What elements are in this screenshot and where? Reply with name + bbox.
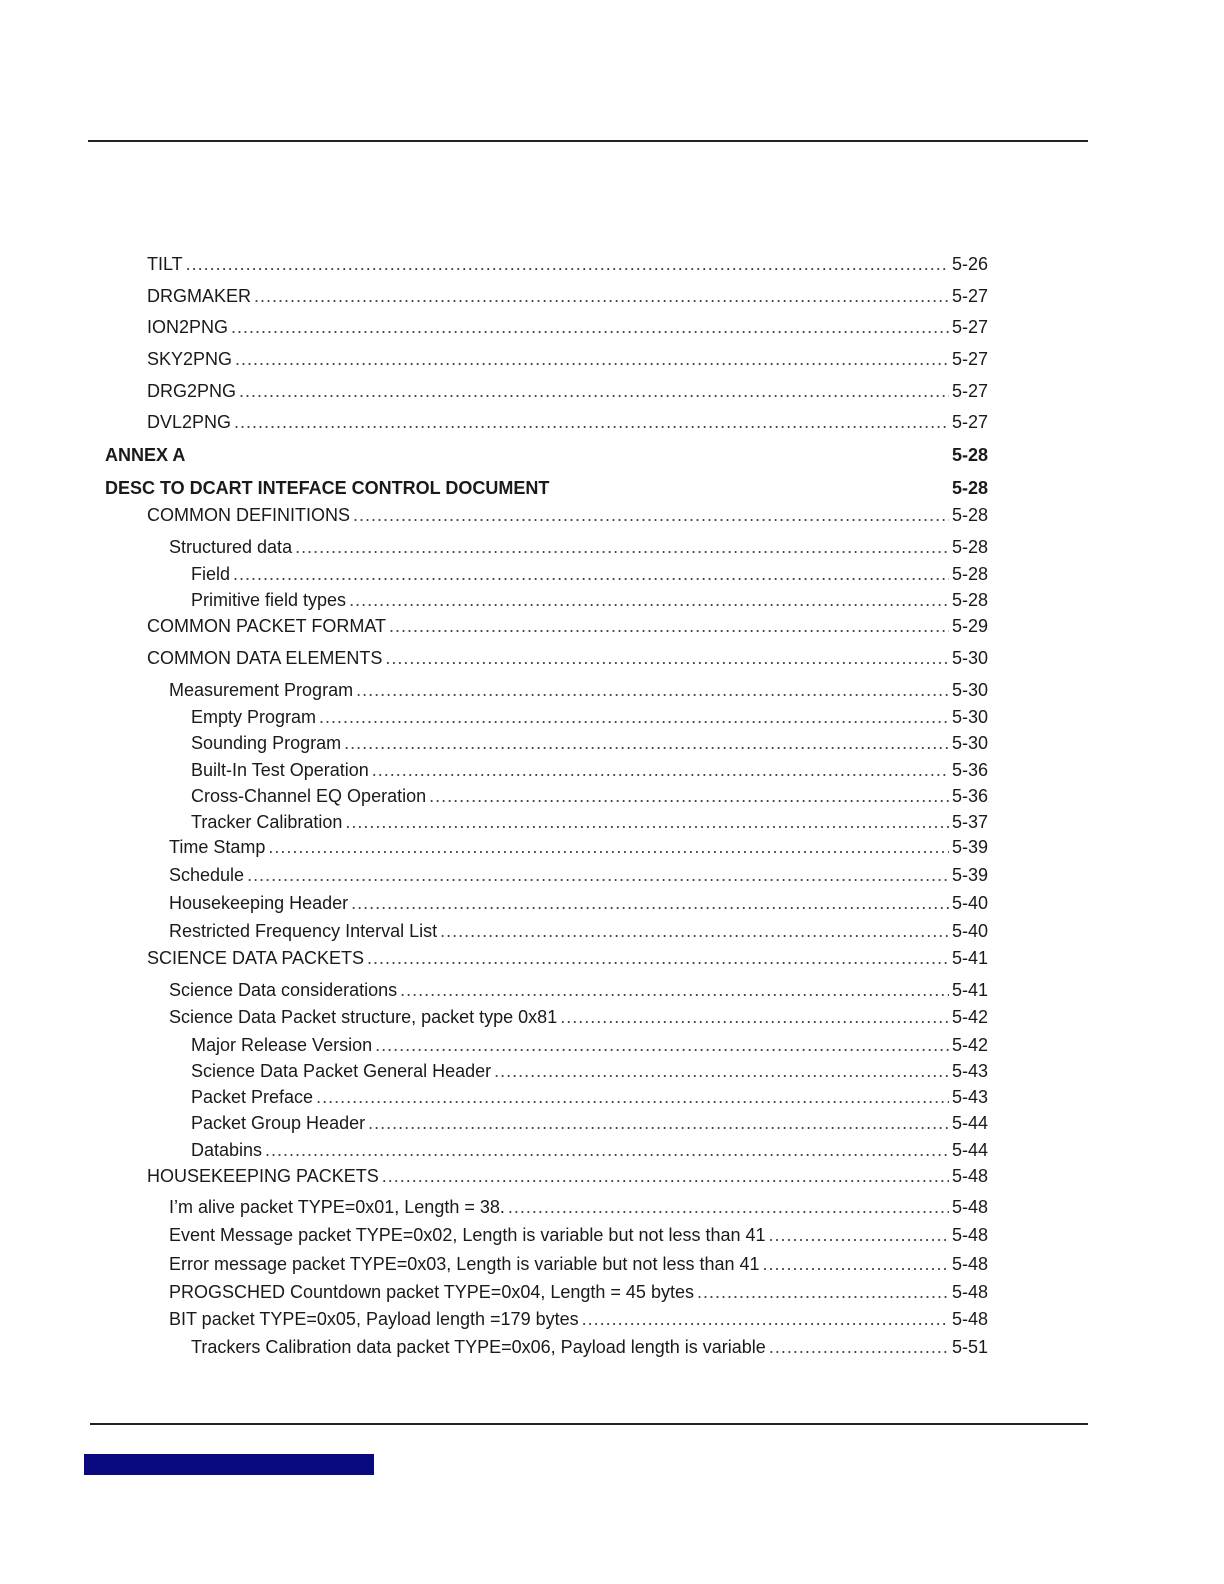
dot-leader <box>382 1165 949 1187</box>
dot-leader <box>508 1196 949 1218</box>
toc-entry-title: Error message packet TYPE=0x03, Length is variable but not less than 41 <box>169 1254 760 1274</box>
toc-entry-empty-program[interactable] <box>191 706 988 728</box>
dot-leader <box>372 759 949 781</box>
dot-leader <box>345 811 949 833</box>
toc-entry-science-data-packet-structure[interactable] <box>169 1006 988 1028</box>
toc-entry-title: Major Release Version <box>191 1035 373 1055</box>
toc-entry-page: 5-48 <box>951 1166 988 1186</box>
toc-entry-page: 5-42 <box>951 1035 988 1055</box>
dot-leader <box>186 253 949 275</box>
toc-entry-title: Time Stamp <box>169 837 266 857</box>
toc-entry-title: DRGMAKER <box>147 286 252 306</box>
toc-entry-measurement-program[interactable] <box>169 679 988 701</box>
dot-leader <box>265 1139 949 1161</box>
toc-entry-page: 5-29 <box>951 616 988 636</box>
toc-entry-annex-a[interactable] <box>105 444 988 466</box>
toc-entry-progsched-countdown-packet[interactable] <box>169 1281 988 1303</box>
dot-leader <box>247 864 949 886</box>
toc-entry-major-release-version[interactable] <box>191 1034 988 1056</box>
toc-entry-title: PROGSCHED Countdown packet TYPE=0x04, Length = 45 bytes <box>169 1282 694 1302</box>
toc-entry-dvl2png[interactable] <box>147 411 988 433</box>
dot-leader <box>268 836 949 858</box>
toc-entry-page: 5-28 <box>951 537 988 557</box>
toc-entry-page: 5-48 <box>951 1225 988 1245</box>
toc-entry-common-data-elements[interactable] <box>147 647 988 669</box>
dot-leader <box>429 785 949 807</box>
toc-entry-science-data-packets[interactable] <box>147 947 988 969</box>
toc-entry-title: COMMON DEFINITIONS <box>147 505 350 525</box>
toc-entry-common-packet-format[interactable] <box>147 615 988 637</box>
toc-entry-page: 5-48 <box>951 1254 988 1274</box>
dot-leader <box>231 316 949 338</box>
toc-entry-page: 5-48 <box>951 1282 988 1302</box>
dot-leader <box>351 892 949 914</box>
toc-entry-page: 5-30 <box>951 648 988 668</box>
toc-entry-title: TILT <box>147 254 183 274</box>
dot-leader <box>763 1253 949 1275</box>
toc-entry-title: Housekeeping Header <box>169 893 349 913</box>
toc-entry-page: 5-28 <box>951 445 988 465</box>
toc-entry-title: Structured data <box>169 537 293 557</box>
toc-entry-title: Event Message packet TYPE=0x02, Length is variable but not less than 41 <box>169 1225 766 1245</box>
toc-entry-time-stamp[interactable] <box>169 836 988 858</box>
toc-entry-page: 5-48 <box>951 1197 988 1217</box>
toc-entry-packet-preface[interactable] <box>191 1086 988 1108</box>
toc-entry-page: 5-27 <box>951 286 988 306</box>
dot-leader <box>582 1308 949 1330</box>
toc-entry-title: Trackers Calibration data packet TYPE=0x06, Payload length is variable <box>191 1337 766 1357</box>
toc-entry-page: 5-43 <box>951 1061 988 1081</box>
toc-entry-title: COMMON PACKET FORMAT <box>147 616 387 636</box>
toc-entry-title: Schedule <box>169 865 245 885</box>
toc-entry-title: Tracker Calibration <box>191 812 343 832</box>
toc-entry-page: 5-30 <box>951 707 988 727</box>
toc-entry-title: Databins <box>191 1140 263 1160</box>
toc-entry-bit-packet[interactable] <box>169 1308 988 1330</box>
toc-entry-tilt[interactable] <box>147 253 988 275</box>
toc-entry-built-in-test-operation[interactable] <box>191 759 988 781</box>
dot-leader <box>385 647 949 669</box>
toc-entry-page: 5-27 <box>951 381 988 401</box>
toc-entry-title: BIT packet TYPE=0x05, Payload length =179 bytes <box>169 1309 579 1329</box>
dot-leader <box>235 348 949 370</box>
dot-leader <box>349 589 949 611</box>
toc-entry-title: COMMON DATA ELEMENTS <box>147 648 383 668</box>
toc-entry-title: Packet Group Header <box>191 1113 366 1133</box>
toc-entry-schedule[interactable] <box>169 864 988 886</box>
dot-leader <box>400 979 949 1001</box>
dot-leader <box>356 679 949 701</box>
dot-leader <box>769 1224 949 1246</box>
dot-leader <box>697 1281 949 1303</box>
toc-entry-structured-data[interactable] <box>169 536 988 558</box>
toc-entry-trackers-calibration-data-packet[interactable] <box>191 1336 988 1358</box>
toc-entry-page: 5-48 <box>951 1309 988 1329</box>
toc-entry-page: 5-26 <box>951 254 988 274</box>
toc-entry-page: 5-28 <box>951 590 988 610</box>
toc-entry-desc-to-dcart-icd[interactable] <box>105 477 988 499</box>
toc-entry-page: 5-36 <box>951 760 988 780</box>
toc-entry-title: Restricted Frequency Interval List <box>169 921 438 941</box>
toc-entry-event-message-packet[interactable] <box>169 1224 988 1246</box>
toc-entry-ion2png[interactable] <box>147 316 988 338</box>
toc-entry-databins[interactable] <box>191 1139 988 1161</box>
toc-entry-page: 5-28 <box>951 478 988 498</box>
toc-entry-page: 5-27 <box>951 349 988 369</box>
toc-entry-title: Packet Preface <box>191 1087 314 1107</box>
toc-entry-packet-group-header[interactable] <box>191 1112 988 1134</box>
toc-entry-page: 5-51 <box>951 1337 988 1357</box>
toc-entry-title: Field <box>191 564 231 584</box>
dot-leader <box>560 1006 949 1028</box>
footer-rule <box>90 1423 1088 1425</box>
dot-leader <box>254 285 949 307</box>
toc-entry-science-data-considerations[interactable] <box>169 979 988 1001</box>
toc-entry-tracker-calibration[interactable] <box>191 811 988 833</box>
toc-entry-page: 5-27 <box>951 317 988 337</box>
toc-entry-title: Built-In Test Operation <box>191 760 369 780</box>
toc-entry-title: DVL2PNG <box>147 412 232 432</box>
toc-entry-page: 5-39 <box>951 837 988 857</box>
dot-leader <box>353 504 949 526</box>
toc-entry-page: 5-36 <box>951 786 988 806</box>
dot-leader <box>316 1086 949 1108</box>
toc-entry-field[interactable] <box>191 563 988 585</box>
dot-leader <box>239 380 949 402</box>
dot-leader <box>494 1060 949 1082</box>
toc-entry-drg2png[interactable] <box>147 380 988 402</box>
toc-entry-science-data-packet-general-header[interactable] <box>191 1060 988 1082</box>
toc-entry-page: 5-41 <box>951 948 988 968</box>
toc-entry-title: DRG2PNG <box>147 381 237 401</box>
toc-entry-housekeeping-header[interactable] <box>169 892 988 914</box>
toc-entry-title: HOUSEKEEPING PACKETS <box>147 1166 379 1186</box>
dot-leader <box>389 615 949 637</box>
dot-leader <box>375 1034 949 1056</box>
toc-entry-sounding-program[interactable] <box>191 732 988 754</box>
toc-entry-page: 5-28 <box>951 564 988 584</box>
toc-entry-title: DESC TO DCART INTEFACE CONTROL DOCUMENT <box>105 478 550 498</box>
toc-entry-page: 5-44 <box>951 1113 988 1133</box>
toc-entry-page: 5-41 <box>951 980 988 1000</box>
dot-leader <box>295 536 949 558</box>
toc-entry-title: Science Data Packet structure, packet type 0x81 <box>169 1007 558 1027</box>
toc-entry-title: Measurement Program <box>169 680 354 700</box>
toc-entry-restricted-frequency-interval-list[interactable] <box>169 920 988 942</box>
toc-entry-title: SCIENCE DATA PACKETS <box>147 948 365 968</box>
toc-entry-page: 5-43 <box>951 1087 988 1107</box>
toc-entry-page: 5-30 <box>951 733 988 753</box>
toc-entry-title: Science Data considerations <box>169 980 398 1000</box>
dot-leader <box>440 920 949 942</box>
dot-leader <box>769 1336 949 1358</box>
toc-entry-page: 5-40 <box>951 921 988 941</box>
toc-entry-title: Empty Program <box>191 707 317 727</box>
toc-entry-sky2png[interactable] <box>147 348 988 370</box>
toc-entry-title: Primitive field types <box>191 590 347 610</box>
toc-entry-title: Science Data Packet General Header <box>191 1061 492 1081</box>
toc-entry-page: 5-27 <box>951 412 988 432</box>
dot-leader <box>367 947 949 969</box>
toc-entry-page: 5-30 <box>951 680 988 700</box>
toc-entry-error-message-packet[interactable] <box>169 1253 988 1275</box>
toc-entry-page: 5-37 <box>951 812 988 832</box>
dot-leader <box>319 706 949 728</box>
dot-leader <box>344 732 949 754</box>
toc-entry-common-definitions[interactable] <box>147 504 988 526</box>
toc-entry-page: 5-44 <box>951 1140 988 1160</box>
toc-entry-title: ANNEX A <box>105 445 186 465</box>
toc-entry-page: 5-42 <box>951 1007 988 1027</box>
toc-entry-page: 5-39 <box>951 865 988 885</box>
toc-entry-title: SKY2PNG <box>147 349 233 369</box>
dot-leader <box>234 411 949 433</box>
toc-entry-housekeeping-packets[interactable] <box>147 1165 988 1187</box>
toc-entry-page: 5-28 <box>951 505 988 525</box>
toc-entry-drgmaker[interactable] <box>147 285 988 307</box>
toc-entry-title: Sounding Program <box>191 733 342 753</box>
toc-entry-title: ION2PNG <box>147 317 229 337</box>
toc-entry-title: Cross-Channel EQ Operation <box>191 786 427 806</box>
dot-leader <box>233 563 949 585</box>
toc-entry-cross-channel-eq-operation[interactable] <box>191 785 988 807</box>
toc-entry-im-alive-packet[interactable] <box>169 1196 988 1218</box>
toc-entry-primitive-field-types[interactable] <box>191 589 988 611</box>
dot-leader <box>368 1112 949 1134</box>
toc-entry-title: I’m alive packet TYPE=0x01, Length = 38. <box>169 1197 505 1217</box>
footer-color-bar <box>84 1454 374 1475</box>
toc-entry-page: 5-40 <box>951 893 988 913</box>
